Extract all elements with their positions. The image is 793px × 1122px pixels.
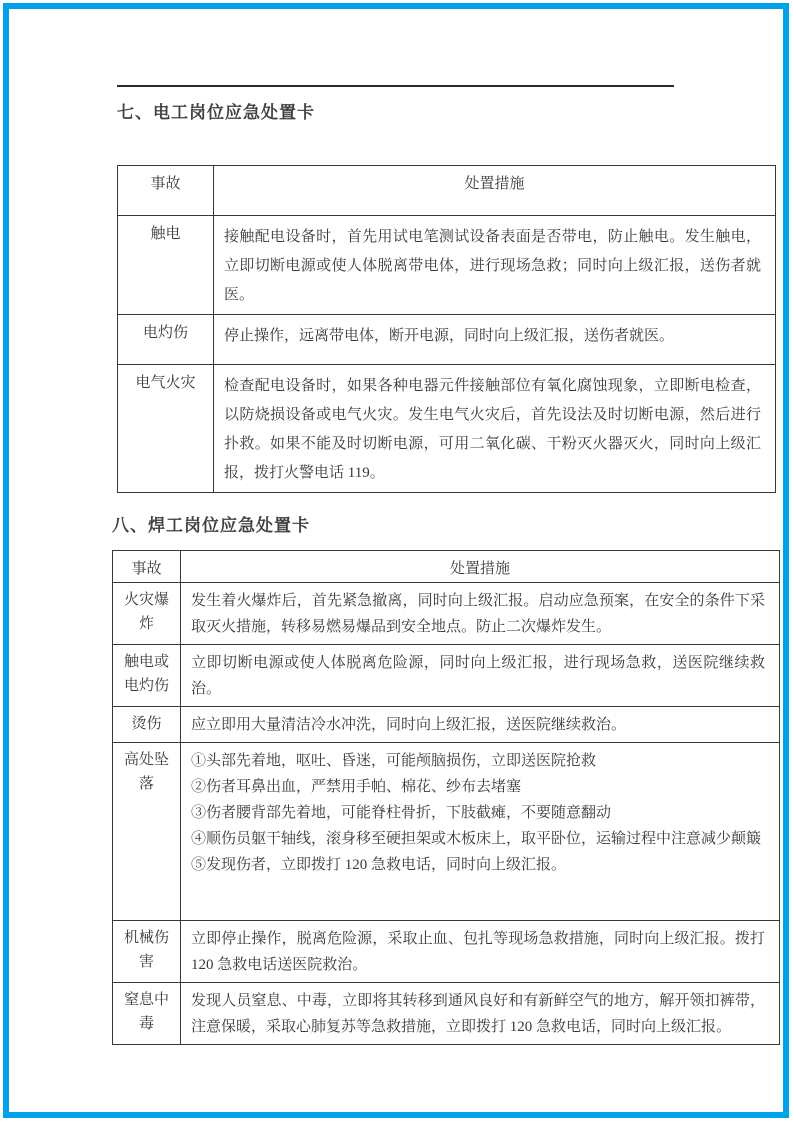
accident-name-cell: 触电 [118, 216, 214, 315]
accident-name-cell: 高处坠落 [113, 743, 181, 921]
measure-text-cell: 立即停止操作，脱离危险源，采取止血、包扎等现场急救措施，同时向上级汇报。拨打 120 急救电话送医院救治。 [181, 921, 780, 983]
section-title: 七、电工岗位应急处置卡 [117, 103, 315, 122]
measures-column-header: 处置措施 [214, 166, 776, 216]
emergency-card-section [117, 101, 776, 493]
table-row [113, 743, 780, 921]
accident-name-cell: 窒息中毒 [113, 983, 181, 1045]
accident-name-cell: 烫伤 [113, 707, 181, 743]
table-header-row [118, 166, 776, 216]
accident-name-cell: 电气火灾 [118, 365, 214, 493]
section-title: 八、焊工岗位应急处置卡 [112, 516, 310, 535]
emergency-card-section [112, 514, 780, 1045]
measures-column-header: 处置措施 [181, 551, 780, 583]
measure-text-cell: 停止操作，远离带电体，断开电源，同时向上级汇报，送伤者就医。 [214, 315, 776, 365]
accident-column-header: 事故 [113, 551, 181, 583]
measure-text-cell [181, 743, 780, 921]
table-body [113, 583, 780, 1045]
measure-line: ④顺伤员躯干轴线，滚身移至硬担架或木板床上，取平卧位，运输过程中注意减少颠簸 [191, 831, 762, 847]
measure-text-cell: 立即切断电源或使人体脱离危险源，同时向上级汇报，进行现场急救，送医院继续救治。 [181, 645, 780, 707]
accident-name-cell: 触电或电灼伤 [113, 645, 181, 707]
measure-line: ①头部先着地，呕吐、昏迷，可能颅脑损伤，立即送医院抢救 [191, 753, 597, 769]
measure-text-cell: 发现人员窒息、中毒，立即将其转移到通风良好和有新鲜空气的地方，解开领扣裤带，注意保暖，采取心肺复苏等急救措施，立即拨打 120 急救电话，同时向上级汇报。 [181, 983, 780, 1045]
measure-line: ③伤者腰背部先着地，可能脊柱骨折，下肢截瘫，不要随意翻动 [191, 805, 612, 821]
measure-text-cell: 检查配电设备时，如果各种电器元件接触部位有氧化腐蚀现象，立即断电检查，以防烧损设备或电气火灾。发生电气火灾后，首先设法及时切断电源，然后进行扑救。如果不能及时切断电源，可用二氧化碳、干粉灭火器灭火，同时向上级汇报，拨打火警电话 119。 [214, 365, 776, 493]
table-row [113, 583, 780, 645]
header-rule [117, 85, 674, 87]
measure-text-cell: 发生着火爆炸后，首先紧急撤离，同时向上级汇报。启动应急预案，在安全的条件下采取灭火措施，转移易燃易爆品到安全地点。防止二次爆炸发生。 [181, 583, 780, 645]
table-row [118, 315, 776, 365]
measure-line: ②伤者耳鼻出血，严禁用手帕、棉花、纱布去堵塞 [191, 779, 522, 795]
accident-name-cell: 电灼伤 [118, 315, 214, 365]
measure-text-cell: 接触配电设备时，首先用试电笔测试设备表面是否带电，防止触电。发生触电，立即切断电源或使人体脱离带电体，进行现场急救；同时向上级汇报，送伤者就医。 [214, 216, 776, 315]
accident-column-header: 事故 [118, 166, 214, 216]
emergency-card-table [117, 165, 776, 493]
measure-text-cell: 应立即用大量清洁冷水冲洗，同时向上级汇报，送医院继续救治。 [181, 707, 780, 743]
table-row [118, 365, 776, 493]
table-row [113, 921, 780, 983]
emergency-card-table [112, 550, 780, 1045]
accident-name-cell: 火灾爆炸 [113, 583, 181, 645]
table-row [113, 707, 780, 743]
table-row [113, 983, 780, 1045]
table-body [118, 216, 776, 493]
table-row [118, 216, 776, 315]
table-header-row [113, 551, 780, 583]
accident-name-cell: 机械伤害 [113, 921, 181, 983]
table-row [113, 645, 780, 707]
measure-line: ⑤发现伤者，立即拨打 120 急救电话，同时向上级汇报。 [191, 857, 567, 873]
